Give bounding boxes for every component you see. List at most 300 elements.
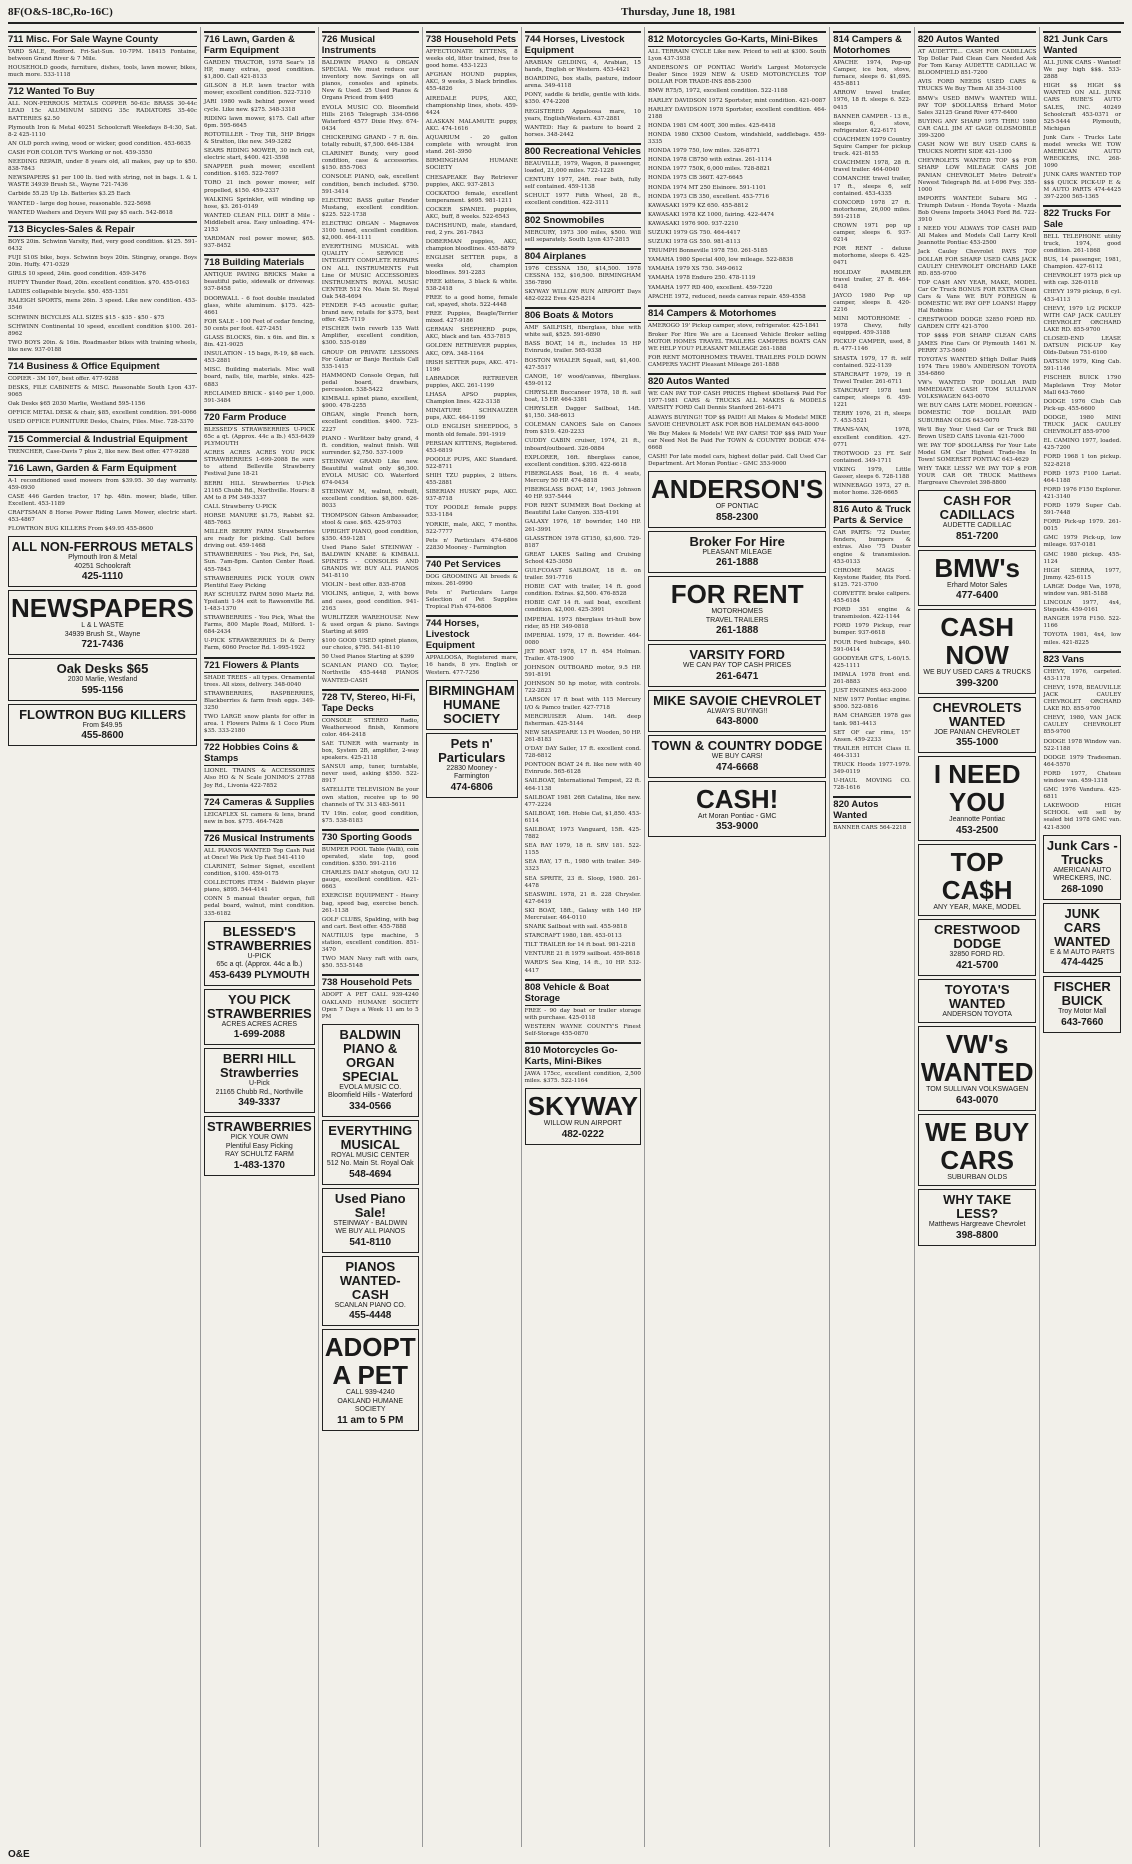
display-ad — [204, 1116, 315, 1176]
classified-ad: FOR RENT MOTORHOMES TRAVEL TRAILERS FOLD DOWN CAMPERS YACHT Pleasant Mileage 261-1888 — [647, 355, 827, 369]
classified-ad: MERCURY, 1973 300 miles, $500. Will sell separately. South Lyon 437-2815 — [524, 229, 641, 243]
classified-ad: CALL Strawberry U-PICK — [204, 503, 277, 510]
classified-ad: BUS, 14 passenger, 1981, Champion. 427-6112 — [1043, 257, 1122, 271]
display-ad-line: ANDERSON TOYOTA — [942, 1010, 1012, 1018]
section-heading: 726 Musical Instruments — [204, 830, 315, 846]
classified-ad: JUNK CARS WANTED TOP $$$ QUICK PICK-UP E & M AUTO PARTS 474-4425 397-2200 565-1365 — [1043, 172, 1122, 200]
classified-ad: Carbide 55.25 Up Lb. Batteries $3.25 Each — [8, 191, 131, 198]
display-ad-line: WE CAN PAY TOP CASH PRICES — [683, 662, 792, 670]
display-ad-line: OAKLAND HUMANE SOCIETY — [337, 1397, 404, 1414]
classified-ad: LABRADOR RETRIEVER puppies, AKC. 261-1199 — [425, 375, 518, 389]
display-ad — [918, 979, 1037, 1024]
classified-ad: Broker For Hire We are a Licensed Vehicle Broker selling MOTOR HOMES TRAVEL TRAILERS CAMPERS BOATS CAN WE HELP YOU? PLEASANT MILEAGE 261-1888 — [647, 331, 827, 352]
display-ad — [322, 1188, 419, 1253]
section-heading: 715 Commercial & Industrial Equipment — [8, 431, 197, 447]
classified-ad: NEW 1977 Pontiac engine. $500. 522-0816 — [833, 697, 911, 711]
classified-ad: LARSON 17 ft boat with 115 Mercury I/O & Pamco trailer. 427-7718 — [524, 697, 641, 711]
classified-ad: SHADE TREES - all types. Ornamental trees. All sizes, delivery. 348-0040 — [204, 674, 315, 688]
classified-ad: TRANS-VAN, 1978, excellent condition. 427-0771 — [833, 427, 911, 448]
classified-ad: DODGE 1978 Window van. 522-1188 — [1043, 738, 1122, 752]
section-heading: 820 Autos Wanted — [648, 373, 826, 389]
classified-ad: USED OFFICE FURNITURE Desks, Chairs, Files. Misc. 728-3370 — [8, 419, 194, 426]
display-ad-line: 21165 Chubb Rd., Northville — [215, 1088, 304, 1096]
display-ad-line: AUDETTE CADILLAC — [942, 522, 1012, 530]
classified-ad: CRAFTSMAN 8 Horse Power Riding Lawn Mower, electric start. 453-4867 — [8, 510, 197, 524]
classified-ad: NEWSPAPERS $1 per 100 lb. tied with string, not in bags. L & L WASTE 34939 Brush St., Wayne 721-7436 — [8, 175, 197, 189]
classified-ad: WANTED: Hay & pasture to board 2 horses. 348-2442 — [524, 124, 641, 138]
classified-ad: DOG GROOMING All breeds & mixes. 261-0990 — [425, 573, 518, 587]
column-9 — [1043, 27, 1124, 1847]
display-ad-line: 512 No. Main St. Royal Oak — [326, 1160, 414, 1168]
classified-ad: CONSOLE STEREO Radio, Weatherwood finish, Kenmore color. 464-2418 — [321, 717, 419, 738]
classified-ad: RAM CHARGER 1978 gas tank. 981-4413 — [833, 713, 911, 727]
classified-ad: NEW SHASPEARE 13 Ft Wooden, 50 HP. 261-8183 — [524, 729, 641, 743]
classified-ad: BUMPER POOL Table (Valli), coin operated, slate top, good condition. $350. 591-2116 — [321, 846, 419, 868]
display-ad — [204, 1048, 315, 1113]
classified-ad: GLASS BLOCKS, 6in. x 6in. and 8in. x 8in. 421-9025 — [204, 335, 315, 349]
classified-ad: GLASSTRON 1978 GT150, $3,600. 729-8187 — [524, 535, 641, 549]
classified-ad: SAILBOAT, 1973 Vanguard, 15ft. 425-7882 — [524, 826, 641, 841]
classified-ad: ELECTRIC BASS guitar Fender Mustang, excellent condition. $225. 522-1738 — [321, 197, 419, 218]
classified-ad: EXPLORER, 16ft. fiberglass canoe, excellent condition. $395. 422-6618 — [524, 454, 641, 468]
display-ad-phone: 1-483-1370 — [233, 1159, 285, 1171]
section-heading: 810 Motorcycles Go-Karts, Mini-Bikes — [525, 1042, 641, 1069]
display-ad — [918, 919, 1037, 976]
classified-ad: GREAT LAKES Sailing and Cruising School 425-3050 — [524, 551, 641, 565]
classified-ad: STARCRAFT 1980, 18ft. 453-0113 — [524, 933, 622, 940]
classified-ad: FISCHER twin reverb 135 Watt Amplifier, excellent condition, $300. 535-0189 — [321, 326, 419, 347]
classified-ad: HOBIE CAT with trailer, 14 ft. good condition. Extras. $2,500. 476-8528 — [524, 584, 641, 598]
display-ad-title: PIANOS WANTED-CASH — [339, 1258, 401, 1302]
display-ad-line: CALL 939-4240 — [345, 1389, 395, 1397]
column-4 — [426, 27, 522, 1847]
classified-ad: RIDING lawn mower, $175. Call after 6pm. 595-6645 — [204, 115, 315, 129]
classified-ad: FOR RENT - deluxe motorhome, sleeps 6. 425-0471 — [833, 246, 911, 267]
classified-ad: SHIH TZU puppies, 2 litters. 455-2881 — [425, 472, 518, 487]
classified-ad: DATSUN 1979, King Cab. 591-1146 — [1043, 359, 1122, 373]
classified-ad: LADIES collapsible bicycle. $50. 455-1351 — [8, 289, 129, 296]
classified-ad: DOBERMAN puppies, AKC, champion bloodlines. 455-8879 — [425, 239, 518, 253]
classified-ad: CHARLES DALY shotgun, O/U 12 gauge, excellent condition. 421-6663 — [321, 870, 419, 891]
display-ad-title: SKYWAY — [527, 1091, 638, 1122]
classified-ad: GARDEN TRACTOR, 1978 Sear's 18 HP, many extras, good condition. $1,800. Call 421-8133 — [204, 60, 315, 81]
display-ad-phone: 477-6400 — [956, 590, 999, 602]
classified-ad: CASH! For late model cars, highest dollar paid. Call Used Car Department. Art Moran Pontiac - GMC 353-9000 — [647, 454, 827, 468]
classified-ad: EXERCISE EQUIPMENT - Heavy bag, speed bag, exercise bench. 261-1138 — [321, 893, 419, 914]
classified-ad: HARLEY DAVIDSON 1972 Sportster, mint condition. 421-0087 — [647, 97, 826, 104]
classified-ad: STARCRAFT 1979, 19 ft Travel Trailer. 261-6711 — [833, 371, 911, 385]
display-ad-title: BMW's — [934, 552, 1020, 583]
classified-ad: GMC 1979 Pick-up, low mileage. 937-0181 — [1043, 535, 1122, 549]
section-heading: 728 TV, Stereo, Hi-Fi, Tape Decks — [322, 689, 419, 716]
classified-ad: CAR PARTS: '72 Duster, fenders, bumpers & extras. Also '75 Duster engine & transmission. 453-0133 — [833, 530, 911, 565]
display-ad-title: STRAWBERRIES — [207, 1119, 312, 1135]
section-heading: 812 Motorcycles Go-Karts, Mini-Bikes — [648, 31, 826, 47]
classified-ad: STRAWBERRIES PICK YOUR OWN Plentiful Easy Picking — [204, 575, 315, 589]
display-ad-phone: 349-3337 — [238, 1097, 281, 1109]
display-ad-line: STEINWAY - BALDWIN — [333, 1219, 408, 1227]
classified-ad: JAYCO 1980 Pop up camper, sleeps 8. 420-2216 — [833, 292, 911, 313]
classified-ad: Used Piano Sale! STEINWAY - BALDWIN KNABE & KIMBALL SPINETS - CONSOLES AND GRANDS WE BUY ALL PIANOS 541-8110 — [321, 544, 419, 580]
classified-ad: FREE - 90 day boat or trailer storage with purchase. 425-0118 — [524, 1007, 641, 1021]
classified-ad: CLARINET Bundy, very good condition, case & accessories. $150. 855-7063 — [321, 151, 419, 172]
classified-ad: FOUR Ford hubcaps, $40. 591-0414 — [833, 639, 911, 653]
classified-ad: YAMAHA 1977 RD 400, excellent. 459-7220 — [647, 284, 773, 291]
display-ad — [918, 756, 1037, 841]
classified-ad: WE PAY TOP $DOLLARS$ For Your Late Model GM Car Highest Trade-Ins In Town! SOMERSET PONTIAC 643-4629 — [917, 442, 1037, 463]
display-ad-title: BIRMINGHAM HUMANE SOCIETY — [428, 682, 515, 726]
display-ad-phone: 455-8600 — [81, 730, 124, 742]
display-ad-title: ALL NON-FERROUS METALS — [11, 539, 194, 555]
classified-ad: INSULATION - 15 bags, R-19, $8 each. 453-2881 — [204, 351, 315, 365]
classified-ad: CHEVY, 1978, BEAUVILLE JACK CAULEY CHEVROLET ORCHARD LAKE RD. 855-9700 — [1043, 684, 1122, 713]
display-ad — [8, 590, 197, 655]
classified-ad: SHASTA 1979, 17 ft. self contained. 522-1139 — [833, 355, 911, 369]
display-ad-title: FLOWTRON BUG KILLERS — [19, 706, 186, 722]
classified-ad: CHEVY, 1976, carpeted. 453-1178 — [1043, 668, 1122, 682]
classified-ad: WALKING Sprinkler, will winding up hose, $3. 261-0149 — [204, 196, 315, 210]
classified-ad: WANTED - large dog house, reasonable. 522-5698 — [8, 200, 151, 207]
display-ad-line: E & M AUTO PARTS — [1049, 948, 1115, 956]
classified-ad: PIANO - Wurlitzer baby grand, 4 ft. condition, walnut finish. Will surrender. $2,750. 537-1009 — [321, 435, 419, 456]
section-heading: 712 Wanted To Buy — [8, 83, 197, 99]
classified-ad: EVOLA MUSIC CO. Bloomfield Hills 2165 Telegraph 334-0566 Waterford 4577 Dixie Hwy. 674-0434 — [321, 104, 419, 132]
classified-ad: CONCORD 1978 27 ft. motorhome, 26,000 miles. 591-2118 — [833, 199, 911, 220]
column-1 — [8, 27, 201, 1847]
classified-ad: HONDA 1975 CB 360T. 427-6645 — [647, 175, 743, 182]
display-ad-title: FISCHER BUICK — [1053, 979, 1111, 1009]
display-ad-phone: 541-8110 — [349, 1236, 392, 1248]
display-ad-title: Oak Desks $65 — [56, 661, 149, 677]
classified-ad: SUZUKI 1978 GS 550. 981-8113 — [647, 239, 741, 246]
section-heading: 802 Snowmobiles — [525, 212, 641, 228]
classified-ad: GULFCOAST SAILBOAT, 18 ft. on trailer. 591-7716 — [524, 567, 641, 582]
display-ad-title: Broker For Hire — [689, 533, 785, 549]
display-ad — [648, 471, 826, 528]
section-heading: 822 Trucks For Sale — [1043, 205, 1121, 232]
classified-ad: WARD'S Sea King, 14 ft., 10 HP. 532-4417 — [524, 960, 641, 974]
classified-ad: ALL TERRAIN CYCLE Like new. Priced to sell at $300. South Lyon 437-3938 — [647, 49, 827, 63]
classified-ad: SKYWAY WILLOW RUN AIRPORT Days 482-0222 Eves 425-8214 — [524, 288, 641, 303]
classified-ad: JOHNSON OUTBOARD motor, 9.5 HP. 591-8191 — [524, 665, 641, 679]
classified-ad: HIGH $$ HIGH $$ WANTED ON ALL JUNK CARS RUBE'S AUTO SALES, INC. 40249 Schoolcraft 453-0371 or 525-5444 Plymouth, Michigan — [1043, 83, 1122, 132]
classified-ad: GOODYEAR GT'S, L-60/15. 425-1111 — [833, 655, 911, 669]
classified-ad: HONDA 1980 CX500 Custom, windshield, saddlebags. 459-3335 — [647, 131, 827, 146]
classified-ad: YORKIE, male, AKC, 7 months. 522-7777 — [425, 521, 518, 535]
classified-ad: GILSON 8 H.P. lawn tractor with mower, excellent condition. 522-7310 — [204, 83, 315, 97]
classified-ad: ALL JUNK CARS - Wanted! We pay high $$$. 533-2888 — [1043, 60, 1122, 81]
classified-ad: CUDDY CABIN cruiser, 1974, 21 ft., inboard/outboard. 326-0884 — [524, 438, 641, 452]
display-ad-title: VW's WANTED — [920, 1029, 1034, 1088]
display-ad-line: U-PICK — [247, 952, 272, 960]
classified-ad: CLOSED-END LEASE DATSUN PICK-UP Key Olds-Datsun 751-6100 — [1043, 336, 1122, 357]
display-ad — [918, 609, 1037, 694]
classified-ad: CHRYSLER Buccaneer 1978, 18 ft. sail boat, 15 HP. 464-3381 — [524, 389, 641, 403]
display-ad-title: JUNK CARS WANTED — [1054, 905, 1111, 949]
classified-ad: BLESSED'S STRAWBERRIES U-PICK 65c a qt. (Approx. 44c a lb.) 453-6439 PLYMOUTH — [204, 426, 315, 448]
display-ad-line: ACRES ACRES ACRES — [221, 1020, 298, 1028]
section-heading: 718 Building Materials — [204, 254, 315, 270]
display-ad-title: BERRI HILL Strawberries — [219, 1051, 299, 1081]
section-heading: 716 Lawn, Garden & Farm Equipment — [8, 460, 197, 476]
display-ad-line: Plymouth Iron & Metal — [68, 554, 137, 562]
display-ad-line: WILLOW RUN AIRPORT — [543, 1120, 622, 1128]
section-heading: 711 Misc. For Sale Wayne County — [8, 31, 197, 47]
display-ad-title: TOWN & COUNTRY DODGE — [651, 738, 823, 754]
column-8 — [918, 27, 1041, 1847]
classified-ad: YAMAHA 1978 Enduro 250. 478-1119 — [647, 275, 756, 282]
classified-ad: WANTED CLEAN FILL DIRT 8 Mile - Middlebelt area. Easy unloading. 474-2153 — [204, 212, 315, 233]
classified-ad: AT AUDETTE... CASH FOR CADILLACS Top Dollar Paid Clean Cars Needed Ask For Tom Karay AUDETTE CADILLAC W. BLOOMFIELD 851-7200 — [917, 49, 1037, 77]
display-ad-phone: 353-9000 — [716, 821, 759, 833]
classified-ad: HORSE MANURE $1.75, Rabbit $2. 485-7663 — [204, 512, 315, 526]
display-ad-title: Pets n' Particulars — [438, 735, 506, 765]
classified-ad: SCHULT 1977 Fifth Wheel, 28 ft., excellent condition. 422-3111 — [524, 193, 641, 207]
classified-ad: COMANCHE travel trailer, 17 ft., sleeps 6, self contained. 453-4335 — [833, 176, 911, 197]
classified-ad: COCKATOO female, excellent temperament. $695. 981-1211 — [425, 190, 518, 204]
display-ad-line: WE BUY ALL PIANOS — [335, 1228, 406, 1236]
classified-ad: DACHSHUND, male, standard, red, 2 yrs. 261-7843 — [425, 223, 518, 237]
classified-ad: FORD 1968 1 ton pickup. 522-8218 — [1043, 454, 1122, 468]
classified-ad: SAILBOAT 1981 26ft Catalina, like new. 477-2224 — [524, 794, 641, 808]
display-ad-title: EVERYTHING MUSICAL — [328, 1122, 413, 1152]
display-ad-phone: 261-1888 — [716, 625, 759, 637]
display-ad-phone: 453-6439 PLYMOUTH — [209, 969, 310, 981]
display-ad-phone: 643-8000 — [716, 716, 759, 728]
classified-ad: NAUTILUS type machine, 5 station, excellent condition. 851-3470 — [321, 932, 419, 954]
classified-ad: TOYOTA'S WANTED $High Dollar Paid$ 1974 Thru 1980's ANDERSON TOYOTA 354-6860 — [917, 356, 1037, 377]
classified-ad: Jack Cauley Chevrolet PAYS TOP DOLLAR FOR SHARP USED CARS JACK CAULEY CHEVROLET ORCHARD LAKE RD. 855-9700 — [917, 249, 1037, 277]
section-heading: 740 Pet Services — [426, 556, 518, 572]
classified-ad: ALWAYS BUYING!! TOP $$ PAID!! All Makes & Models! MIKE SAVOIE CHEVROLET ASK FOR BOB HALDEMAN 643-8000 — [647, 414, 827, 428]
classified-ad: POODLE PUPS, AKC Standard. 522-8711 — [425, 456, 518, 470]
classified-ad: VW's WANTED TOP DOLLAR PAID IMMEDIATE CASH TOM SULLIVAN VOLKSWAGEN 643-0070 — [917, 380, 1037, 401]
classified-ad: OLD ENGLISH SHEEPDOG, 5 month old female. 591-1919 — [425, 424, 518, 438]
display-ad — [1043, 903, 1121, 974]
section-heading: 730 Sporting Goods — [322, 829, 419, 845]
classified-ad: CONSOLE PIANO, oak, excellent condition, bench included. $750. 591-3414 — [321, 174, 419, 195]
display-ad-line: SCANLAN PIANO CO. — [334, 1301, 406, 1309]
classified-ad: GMC 1980 pickup. 455-1124 — [1043, 551, 1122, 565]
display-ad-phone: 595-1156 — [81, 684, 124, 696]
display-ad — [8, 658, 197, 701]
classified-ad: YARDMAN reel power mower, $65. 937-8452 — [204, 236, 315, 250]
classified-ad: KAWASAKI 1976 900. 937-2210 — [647, 220, 739, 227]
display-ad-phone: 421-5700 — [956, 959, 999, 971]
display-ad-line: 34939 Brush St., Wayne — [64, 630, 141, 638]
classified-ad: TWO LARGE snow plants for offer in area. 1 Flowers Palms & 1 Coco Plum $35. 333-2180 — [204, 714, 315, 735]
classified-ad: Pets n' Particulars Large Selection of Pet Supplies Tropical Fish 474-6806 — [425, 590, 518, 611]
classified-ad: GERMAN SHEPHERD pups, AKC, black and tan. 453-7815 — [425, 327, 518, 341]
classified-ad: HONDA 1979 750, low miles. 326-8771 — [647, 148, 761, 155]
classified-ad: STEINWAY M, walnut, rebuilt, excellent condition. $8,800. 626-8033 — [321, 489, 419, 510]
display-ad — [1043, 835, 1121, 900]
classified-ad: TRAILER HITCH Class II. 464-3131 — [833, 745, 911, 759]
classified-ad: TOP $$$$ FOR SHARP CLEAN CARS JAMES Fine Cars Of Plymouth 1461 N. PERRY 373-5660 — [917, 333, 1037, 354]
display-ad-title: TOYOTA'S WANTED — [944, 981, 1010, 1011]
display-ad-line: 32850 FORD RD. — [949, 951, 1005, 959]
display-ad-line: Plentiful Easy Picking — [225, 1142, 293, 1150]
display-ad-line: EVOLA MUSIC CO. — [339, 1083, 402, 1091]
classified-ad: Junk Cars - Trucks Late model wrecks WE TOW AMERICAN AUTO WRECKERS, INC. 268-1090 — [1043, 134, 1122, 170]
classified-ad: BUYING ANY SHARP 1975 THRU 1980 CAR CALL JIM AT GAGE OLDSMOBILE 399-3200 — [917, 118, 1037, 140]
display-ad-phone: 474-6806 — [450, 781, 493, 793]
classified-ad: I NEED YOU ALWAYS TOP CASH PAID All Makes and Models Call Larry Kroll Jeannotte Pontiac 453-2500 — [917, 226, 1037, 247]
classified-ad: GIRLS 10 speed, 24in. good condition. 459-3476 — [8, 271, 146, 278]
classified-ad: TWO MAN Navy raft with oars, $50. 553-5148 — [321, 956, 419, 970]
classified-ad: FUJI S10S bike, boys. Schwinn boys 20in. Stingray, orange. Boys 20in. Huffy. 471-0329 — [8, 254, 197, 268]
classified-ad: VIOLINS, antique, 2, with bows and cases, good condition. 941-2163 — [321, 591, 419, 612]
display-ad — [8, 704, 197, 747]
display-ad-title: YOU PICK STRAWBERRIES — [207, 991, 312, 1021]
display-ad — [8, 536, 197, 587]
display-ad-line: Matthews Hargreave Chevrolet — [928, 1221, 1026, 1229]
classified-ad: APPALOOSA, Registered mare, 16 hands, 8 yrs. English or Western. 477-7256 — [425, 655, 518, 676]
display-ad-line: Art Moran Pontiac - GMC — [697, 812, 777, 820]
classified-ad: FORD Pick-up 1979. 261-0015 — [1043, 519, 1122, 533]
classified-ad: FORD 1979 Super Cab. 591-7448 — [1043, 502, 1122, 517]
display-ad-phone: 548-4694 — [349, 1168, 392, 1180]
classified-ad: JOHNSON 50 hp motor, with controls. 722-2823 — [524, 681, 641, 695]
classified-ad: GROUP OR PRIVATE LESSONS For Guitar or Banjo Recitals Call 535-1415 — [321, 349, 419, 370]
display-ad-phone: 453-2500 — [956, 824, 999, 836]
classified-ad: PICKUP CAMPER, used, 8 ft. 477-1146 — [833, 339, 911, 353]
classified-ad: ACRES ACRES ACRES YOU PICK STRAWBERRIES 1-699-2088 Be sure to attend Belleville Strawberry Festival June 18-21 — [204, 450, 315, 478]
classified-ad: SIBERIAN HUSKY pups, AKC. 937-8718 — [425, 489, 518, 503]
display-ad-title: FOR RENT — [670, 579, 804, 610]
classified-ad: SCANLAN PIANO CO. Taylor, Northville 455-4448 PIANOS WANTED-CASH — [321, 663, 419, 684]
classified-ad: We Buy Makes & Models! WE PAY CARS! TOP $$$ PAID Your car Need Not Be Paid For TOWN & COUNTRY DODGE 474-6668 — [647, 430, 827, 451]
classified-ad: BOSTON WHALER Squall, sail, $1,400. 427-5517 — [524, 357, 641, 371]
display-ad-title: Junk Cars - Trucks — [1046, 837, 1118, 867]
classified-ad: TILT TRAILER for 14 ft boat. 981-2218 — [524, 942, 636, 949]
display-ad — [918, 1189, 1037, 1246]
classified-ad: HOLIDAY RAMBLER travel trailer, 27 ft. 464-6418 — [833, 269, 911, 290]
classified-ad: STRAWBERRIES, RASPBERRIES, Blackberries & farm fresh eggs. 349-3250 — [204, 690, 315, 711]
classified-ad: CHESAPEAKE Bay Retriever puppies, AKC. 937-2813 — [425, 174, 518, 188]
classified-ad: WESTERN WAYNE COUNTY'S Finest Self-Storage 455-0870 — [524, 1023, 641, 1037]
classified-ad: WURLITZER WAREHOUSE New & used organ & piano. Savings Starting at $695 — [321, 614, 419, 635]
classified-ad: DESKS, FILE CABINETS & MISC. Reasonable South Lyon 437-9065 — [8, 385, 197, 399]
classified-ad: COACHMEN 1978, 28 ft. travel trailer. 464-0040 — [833, 160, 911, 174]
classified-ad: $100 GOOD USED spinet pianos, our choice, $795. 541-8110 — [321, 638, 419, 652]
footer-code: O&E — [8, 1849, 30, 1860]
display-ad-line: RAY SCHULTZ FARM — [224, 1151, 294, 1159]
display-ad-line: Jeannotte Pontiac — [949, 816, 1006, 824]
classified-ad: SCHWINN BICYCLES ALL SIZES $15 - $35 - $50 - $75 — [8, 314, 165, 321]
classified-ad: STRAWBERRIES - You Pick, Fri, Sat, Sun. 7am-8pm. Canton Center Road. 455-7843 — [204, 552, 315, 573]
classified-ad: TORO 21 inch power mower, self propelled, $150. 459-2337 — [204, 180, 315, 194]
classified-ad: JARI 1980 walk behind power weed cycle. Like new. $275. 348-3318 — [204, 99, 315, 113]
display-ad — [426, 680, 518, 730]
classified-ad: VIOLIN - best offer. 835-8708 — [321, 582, 406, 589]
classified-ad: JUST ENGINES 463-2000 — [833, 688, 907, 695]
display-ad-line: ROYAL MUSIC CENTER — [331, 1151, 410, 1159]
classified-ad: CHEVROLET 1975 pick up with cap. 326-0118 — [1043, 273, 1122, 287]
display-ad-title: I NEED YOU — [933, 759, 1021, 818]
classified-ad: IMPERIAL 1979, 17 ft. Bowrider. 464-0080 — [524, 632, 641, 646]
classified-ad: CONN 5 manual theater organ, full pedal board, walnut, mint condition. 335-6182 — [204, 896, 315, 917]
classified-ad: STEINWAY GRAND Like new. Beautiful walnut only $6,300. EVOLA MUSIC CO. Waterford 674-0434 — [321, 458, 419, 487]
classified-ad: RALEIGH SPORTS, mens 26in. 3 speed. Like new condition. 453-3546 — [8, 298, 197, 312]
classified-ad: JAWA 175cc, excellent condition, 2,500 miles. $375. 522-1164 — [524, 1071, 641, 1085]
display-ad-phone: 474-6668 — [716, 761, 759, 773]
display-ad-phone: 261-6471 — [716, 670, 759, 682]
classified-ad: FREE kittens, 3 black & white. 538-2418 — [425, 278, 518, 292]
classified-ad: IMPERIAL 1973 fiberglass tri-hull bow rider, 85 HP. 349-0818 — [524, 616, 641, 630]
issue-date: Thursday, June 18, 1981 — [621, 6, 736, 18]
classified-ad: IMPORTS WANTED! Subaru MG - Triumph Datsun - Honda Toyota - Mazda Bob Owens Imports 34043 Ford Rd. 722-3910 — [917, 195, 1037, 224]
classified-ad: OFFICE METAL DESK & chair, $85, excellent condition. 591-0066 — [8, 410, 197, 417]
classified-ad: LEICAFLEX SL camera & lens, brand new in box. $775. 464-7428 — [204, 811, 315, 825]
display-ad-line: WE BUY CARS! — [711, 753, 763, 761]
classified-ad: BANNER CARS 564-2218 — [833, 825, 907, 832]
classified-ad: TOY POODLE female puppy. 533-1184 — [425, 505, 518, 519]
classified-ad: ALASKAN MALAMUTE puppy, AKC. 474-1616 — [425, 118, 518, 132]
section-heading: 814 Campers & Motorhomes — [833, 31, 911, 58]
classified-ad: LIONEL TRAINS & ACCESSORIES Also HO & N Scale JONIMO'S 27788 Joy Rd., Livonia 422-7852 — [204, 768, 315, 789]
classified-ad: TOP CA$H ANY YEAR, MAKE, MODEL Car Or Truck BONUS FOR EXTRA Clean Cars & Vans WE BUY FOREIGN & DOMESTIC WE PAY OFF LOANS! Happy Hal Robbins — [917, 279, 1037, 315]
classified-ad: HONDA 1978 CB750 with extras. 261-1114 — [647, 157, 772, 164]
classified-ad: HIGH SIERRA, 1977, Jimmy. 425-6115 — [1043, 567, 1122, 581]
display-ad-title: VARSITY FORD — [689, 647, 785, 663]
display-ad-phone: 482-0222 — [561, 1128, 604, 1140]
classified-ad: We'll Buy Your Used Car or Truck Bill Brown USED CARS Livonia 421-7000 — [917, 426, 1037, 440]
display-ad-phone: 398-8800 — [956, 1229, 999, 1241]
classified-ad: CHEVY 1979 pickup, 6 cyl. 453-4113 — [1043, 289, 1122, 303]
classified-ad: AN OLD porch swing, wood or wicker, good condition. 453-6635 — [8, 140, 191, 147]
classified-ad: BASS BOAT, 14 ft., includes 15 HP Evinrude, trailer. 565-9338 — [524, 341, 641, 355]
section-heading: 722 Hobbies Coins & Stamps — [204, 739, 315, 766]
display-ad — [648, 576, 826, 641]
display-ad-line: U-Pick — [249, 1080, 270, 1088]
classified-ad: AMF SAILFISH, fiberglass, blue with white sail, $525. 591-6890 — [524, 325, 641, 339]
section-heading: 804 Airplanes — [525, 248, 641, 264]
display-ad-line: 65c a qt. (Approx. 44c a lb.) — [216, 961, 303, 969]
section-heading: 820 Autos Wanted — [833, 796, 911, 823]
display-ad-phone: 851-7200 — [956, 530, 999, 542]
section-heading: 820 Autos Wanted — [918, 31, 1037, 47]
display-ad-title: ANDERSON'S — [650, 474, 824, 505]
display-ad — [918, 1114, 1037, 1187]
classified-ad: FORD 1979 Pickup, rear bumper. 937-6618 — [833, 623, 911, 637]
display-ad-title: Used Piano Sale! — [334, 1190, 406, 1220]
classified-ad: CASE 446 Garden tractor, 17 hp. 48in. mower, blade, tiller. Excellent. 453-1189 — [8, 493, 197, 507]
classified-ad: PONY, saddle & bridle, gentle with kids. $350. 474-2208 — [524, 92, 641, 106]
classified-ad: COLEMAN CANOES Sale on Canoes from $319. 420-2233 — [524, 422, 641, 436]
display-ad — [918, 844, 1037, 917]
classified-ad: PONTOON BOAT 24 ft. like new with 40 Evinrude. 565-6128 — [524, 762, 641, 776]
classified-ad: COCKER SPANIEL puppies, AKC, buff, 8 weeks. 522-6543 — [425, 206, 518, 220]
classified-ad: CASH FOR COLOR TV'S Working or not. 459-3550 — [8, 149, 153, 156]
display-ad-phone: 858-2300 — [716, 511, 759, 523]
classified-ad: BELL TELEPHONE utility truck, 1974, good condition. 261-1868 — [1043, 233, 1122, 254]
classified-ad: CORVETTE brake calipers. 455-6184 — [833, 591, 911, 605]
display-ad-title: TOP CA$H — [941, 846, 1013, 905]
section-heading: 738 Household Pets — [322, 974, 419, 990]
classified-ad: FISCHER BUICK 1790 Maplelawn Troy Motor Mall 643-7660 — [1043, 375, 1122, 396]
display-ad — [648, 735, 826, 778]
section-heading: 744 Horses, Livestock Equipment — [525, 31, 641, 58]
display-ad-title: NEWSPAPERS — [11, 593, 194, 624]
display-ad — [426, 733, 518, 798]
classified-ad: AFFECTIONATE KITTENS, 8 weeks old, litter trained, free to good home. 453-1223 — [425, 49, 518, 70]
classified-ad: SANSUI amp, tuner, turntable, never used, asking $550. 522-8917 — [321, 764, 419, 785]
display-ad-title: CASH FOR CADILLACS — [939, 493, 1015, 523]
display-ad — [648, 781, 826, 838]
column-6 — [648, 27, 830, 1847]
section-heading: 823 Vans — [1043, 651, 1121, 667]
